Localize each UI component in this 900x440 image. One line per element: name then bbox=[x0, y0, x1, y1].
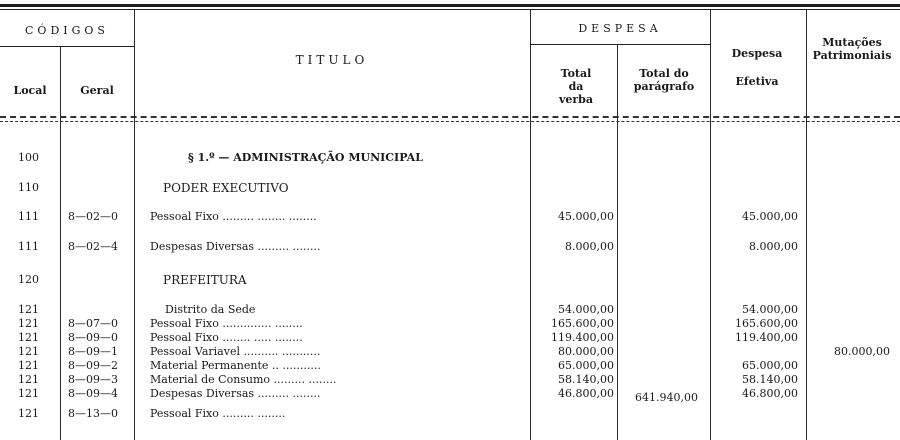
table-row bbox=[0, 210, 900, 224]
cell-despesa-efetiva: 54.000,00 bbox=[742, 303, 798, 316]
cell-geral: 8—09—4 bbox=[68, 387, 118, 400]
cell-despesa-efetiva: 165.600,00 bbox=[735, 317, 798, 330]
cell-total-paragrafo: 641.940,00 bbox=[635, 391, 698, 404]
header-codigos: CÓDIGOS bbox=[25, 24, 109, 37]
cell-titulo: Despesas Diversas ......... ........ bbox=[150, 387, 321, 400]
cell-total-verba: 46.800,00 bbox=[558, 387, 614, 400]
cell-titulo: Distrito da Sede bbox=[165, 303, 256, 316]
cell-total-verba: 8.000,00 bbox=[565, 240, 614, 253]
cell-local: 111 bbox=[18, 210, 39, 223]
cell-titulo: PREFEITURA bbox=[163, 273, 247, 287]
cell-despesa-efetiva: 58.140,00 bbox=[742, 373, 798, 386]
table-row bbox=[0, 373, 900, 387]
top-rule bbox=[0, 4, 900, 7]
header-despesa-efetiva: Despesa Efetiva bbox=[731, 47, 783, 88]
cell-local: 121 bbox=[18, 359, 39, 372]
cell-despesa-efetiva: 45.000,00 bbox=[742, 210, 798, 223]
cell-total-verba: 80.000,00 bbox=[558, 345, 614, 358]
cell-local: 120 bbox=[18, 273, 39, 286]
cell-geral: 8—07—0 bbox=[68, 317, 118, 330]
header-bottom-rule-2 bbox=[0, 121, 900, 122]
cell-geral: 8—09—1 bbox=[68, 345, 118, 358]
header-local: Local bbox=[13, 84, 47, 97]
cell-local: 121 bbox=[18, 303, 39, 316]
cell-geral: 8—09—3 bbox=[68, 373, 118, 386]
table-row bbox=[0, 181, 900, 195]
cell-local: 111 bbox=[18, 240, 39, 253]
table-row bbox=[0, 331, 900, 345]
cell-total-verba: 65.000,00 bbox=[558, 359, 614, 372]
cell-titulo: § 1.º — ADMINISTRAÇÃO MUNICIPAL bbox=[188, 151, 423, 164]
cell-geral: 8—02—4 bbox=[68, 240, 118, 253]
despesa-underline bbox=[530, 44, 710, 45]
table-row bbox=[0, 240, 900, 254]
table-row bbox=[0, 345, 900, 359]
cell-titulo: PODER EXECUTIVO bbox=[163, 181, 289, 195]
cell-despesa-efetiva: 65.000,00 bbox=[742, 359, 798, 372]
header-total-paragrafo: Total do parágrafo bbox=[633, 67, 695, 93]
header-despesa: DESPESA bbox=[578, 22, 662, 35]
table-row bbox=[0, 317, 900, 331]
cell-titulo: Despesas Diversas ......... ........ bbox=[150, 240, 321, 253]
cell-local: 121 bbox=[18, 387, 39, 400]
cell-despesa-efetiva: 119.400,00 bbox=[735, 331, 798, 344]
cell-total-verba: 165.600,00 bbox=[551, 317, 614, 330]
cell-mutacoes: 80.000,00 bbox=[834, 345, 890, 358]
header-bottom-rule bbox=[0, 116, 900, 118]
cell-titulo: Pessoal Fixo ......... ........ ........ bbox=[150, 210, 317, 223]
cell-despesa-efetiva: 8.000,00 bbox=[749, 240, 798, 253]
cell-local: 121 bbox=[18, 317, 39, 330]
cell-total-verba: 45.000,00 bbox=[558, 210, 614, 223]
cell-titulo: Pessoal Fixo ......... ........ bbox=[150, 407, 286, 420]
cell-titulo: Pessoal Variavel .......... ........... bbox=[150, 345, 321, 358]
table-row bbox=[0, 303, 900, 317]
cell-despesa-efetiva: 46.800,00 bbox=[742, 387, 798, 400]
cell-local: 121 bbox=[18, 345, 39, 358]
table-row bbox=[0, 387, 900, 404]
codigos-underline bbox=[0, 46, 134, 47]
table-row bbox=[0, 273, 900, 287]
cell-titulo: Material Permanente .. ........... bbox=[150, 359, 321, 372]
cell-local: 100 bbox=[18, 151, 39, 164]
top-rule-thin bbox=[0, 9, 900, 10]
cell-local: 121 bbox=[18, 373, 39, 386]
table-row bbox=[0, 407, 900, 421]
header-total-verba: Total da verba bbox=[558, 67, 593, 106]
cell-titulo: Pessoal Fixo .............. ........ bbox=[150, 317, 303, 330]
cell-total-verba: 58.140,00 bbox=[558, 373, 614, 386]
header-titulo: TITULO bbox=[295, 53, 369, 67]
cell-geral: 8—13—0 bbox=[68, 407, 118, 420]
table-row bbox=[0, 359, 900, 373]
cell-titulo: Pessoal Fixo ........ ..... ........ bbox=[150, 331, 303, 344]
cell-local: 121 bbox=[18, 407, 39, 420]
cell-total-verba: 119.400,00 bbox=[551, 331, 614, 344]
cell-local: 110 bbox=[18, 181, 39, 194]
cell-titulo: Material de Consumo ......... ........ bbox=[150, 373, 337, 386]
header-mutacoes: Mutações Patrimoniais bbox=[812, 36, 892, 62]
cell-geral: 8—02—0 bbox=[68, 210, 118, 223]
cell-local: 121 bbox=[18, 331, 39, 344]
cell-geral: 8—09—0 bbox=[68, 331, 118, 344]
cell-geral: 8—09—2 bbox=[68, 359, 118, 372]
header-geral: Geral bbox=[80, 84, 114, 97]
table-row bbox=[0, 151, 900, 165]
cell-total-verba: 54.000,00 bbox=[558, 303, 614, 316]
